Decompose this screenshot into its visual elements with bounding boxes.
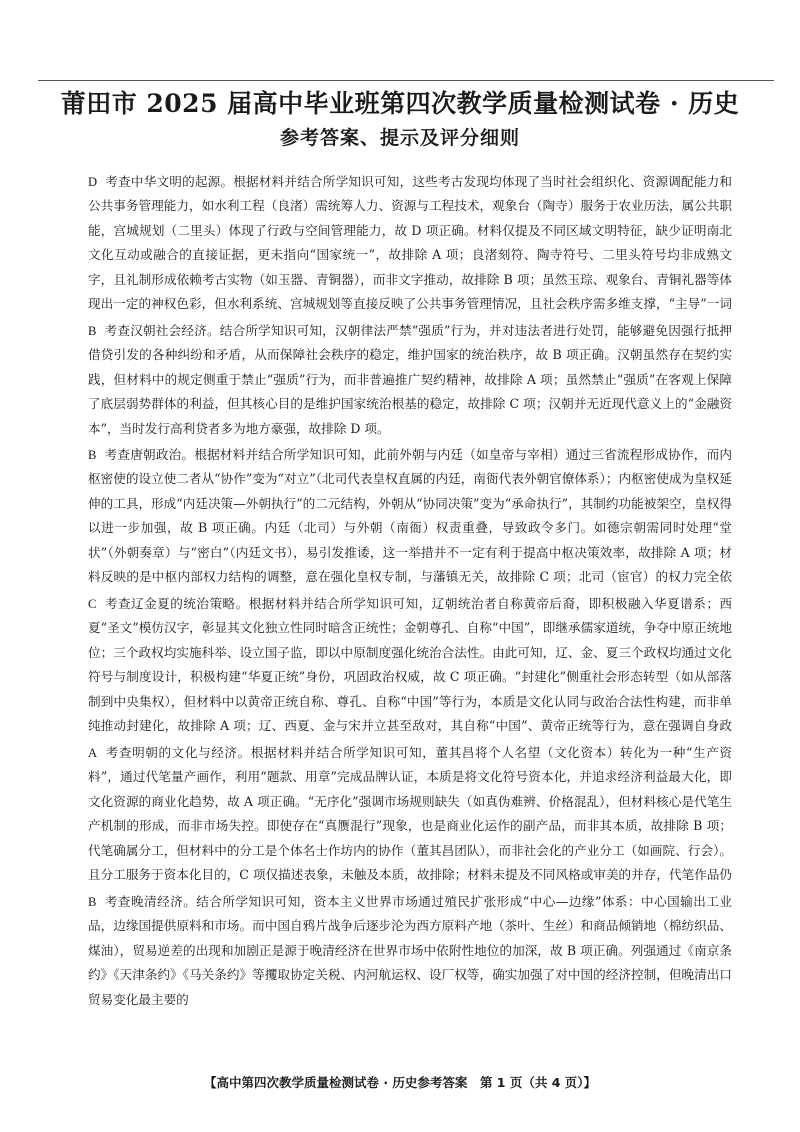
answer-explanation: 考查辽金夏的统治策略。根据材料并结合所学知识可知，辽朝统治者自称黄帝后裔，即积极融入华夏谱系；西夏“圣文”模仿汉字，彰显其文化独立性同时暗含正统性；金朝尊孔、自称“中国”，即继承儒家道统，争夺中原正统地位；三个政权均实施科举、设立国子监，即以中原制度强化统治合法性。由此可知，辽、金、夏三个政权均通过文化符号与制度设计，积极构建“华夏正统”身份，巩固政治权威，故 C 项正确。“封建化”侧重社会形态转型（如从部落制到中央集权），但材料中以黄帝正统自称、尊孔、自称“中国”等行为，本质是文化认同与政治合法性构建，而非单纯推动封建化，故排除 A 项；辽、西夏、金与宋并立甚至敌对，其自称“中国”、黄帝正统等行为，意在强调自身政: [88, 596, 732, 734]
page-subtitle: 参考答案、提示及评分细则: [279, 127, 520, 149]
answer-key: B: [88, 324, 97, 338]
answer-explanation: 考查中华文明的起源。根据材料并结合所学知识可知，这些考古发现均体现了当时社会组织化、资源调配能力和公共事务管理能力，如水利工程（良渚）需统筹人力、资源与工程技术，观象台（陶寺）服务于农业历法，属公共职能，宫城规划（二里头）体现了行政与空间管理能力，故 D 项正确。材料仅提及不同区域文明特征，缺少证明南北文化互动或融合的直接证据，更未指向“国家统一”，故排除 A 项；良渚刻符、陶寺符号、二里头符号均非成熟文字，且礼制形成依赖考古实物（如玉器、青铜器），而非文字推动，故排除 B 项；虽然玉琮、观象台、青铜礼器等体现出一定的神权色彩，但水利系统、宫城规划等直接反映了公共事务管理情况，且社会秩序需多维支撑，“主导”一词: [88, 174, 732, 312]
answer-explanation: 考查唐朝政治。根据材料并结合所学知识可知，此前外朝与内廷（如皇帝与宰相）通过三省流程形成协作，而内枢密使的设立使二者从“协作”变为“对立”（北司代表皇权直属的内廷，南衙代表外朝官僚体系）；内枢密使成为皇权延伸的工具，形成“内廷决策—外朝执行”的二元结构，外朝从“协同决策”变为“承命执行”，其制约功能被架空，皇权得以进一步加强，故 B 项正确。内廷（北司）与外朝（南衙）权责重叠，导致政令多门。如德宗朝需同时处理“堂状”（外朝奏章）与“密白”（内廷文书），易引发推诿，这一举措并不一定有利于提高中枢决策效率，故排除 A 项；材料反映的是中枢内部权力结构的调整，意在强化皇权专制，与藩镇无关，故排除 C 项；北司（宦官）的权力完全依: [88, 447, 732, 585]
answer-key: C: [88, 597, 97, 612]
answer-item-6: [74, 890, 732, 1012]
answer-key: D: [88, 175, 98, 189]
answer-list: [74, 170, 732, 1014]
answer-item-1: [74, 170, 732, 317]
answer-key: B: [88, 895, 97, 910]
answer-item-4: [74, 592, 732, 739]
answer-item-5: [74, 741, 732, 888]
answer-key: B: [88, 448, 97, 463]
top-rule: [38, 80, 774, 81]
answer-explanation: 考查晚清经济。结合所学知识可知，资本主义世界市场通过殖民扩张形成“中心—边缘”体系：中心国输出工业品，边缘国提供原料和市场。而中国自鸦片战争后逐步沦为西方原料产地（茶叶、生丝）和商品倾销地（棉纺织品、煤油），贸易逆差的出现和加剧正是源于晚清经济在世界市场中依附性地位的加深，故 B 项正确。列强通过《南京条约》《天津条约》《马关条约》等攫取协定关税、内河航运权、设厂权等，确实加强了对中国的经济控制，但晚清出口贸易变化最主要的: [88, 894, 732, 1007]
answer-item-2: [74, 319, 732, 441]
answer-item-3: [74, 443, 732, 590]
answer-explanation: 考查明朝的文化与经济。根据材料并结合所学知识可知，董其昌将个人名望（文化资本）转化为一种“生产资料”，通过代笔量产画作，利用“题款、用章”完成品牌认证，本质是将文化符号资本化，并追求经济利益最大化，即文化资源的商业化趋势，故 A 项正确。“无序化”强调市场规则缺失（如真伪难辨、价格混乱），但材料核心是代笔生产机制的形成，而非市场失控。即使存在“真赝混行”现象，也是商业化运作的副产品，而非其本质，故排除 B 项；代笔确属分工，但材料中的分工是个体名士作坊内的协作（董其昌团队），而非社会化的产业分工（如画院、行会）。且分工服务于资本化目的，C 项仅描述表象，未触及本质，故排除；材料未提及不同风格或审美的并存，代笔作品仍: [88, 745, 732, 883]
page-title: 莆田市 2025 届高中毕业班第四次教学质量检测试卷 · 历史: [60, 89, 740, 118]
answer-key: A: [88, 746, 98, 761]
answer-explanation: 考查汉朝社会经济。结合所学知识可知，汉朝律法严禁“强质”行为，并对违法者进行处罚，能够避免因强行抵押借贷引发的各种纠纷和矛盾，从而保障社会秩序的稳定，维护国家的统治秩序，故 B 项正确。汉朝虽然存在契约实践，但材料中的规定侧重于禁止“强质”行为，而非普遍推广契约精神，故排除 A 项；虽然禁止“强质”在客观上保障了底层弱势群体的利益，但其核心目的是维护国家统治根基的稳定，故排除 C 项；汉朝并无近现代意义上的“金融资本”，当时发行高利贷者多为地方豪强，故排除 D 项。: [88, 323, 732, 436]
page-footer: 【高中第四次教学质量检测试卷 · 历史参考答案 第 1 页（共 4 页）】: [203, 1075, 596, 1090]
